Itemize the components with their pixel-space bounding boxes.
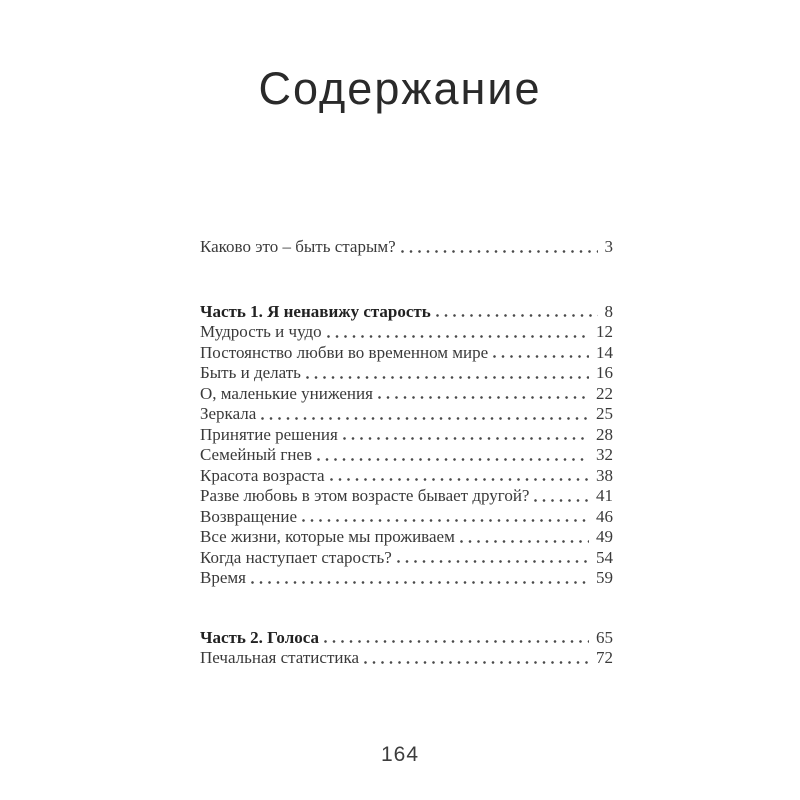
dot-leader: [251, 581, 589, 586]
dot-leader: [330, 478, 589, 483]
dot-leader: [378, 396, 589, 401]
toc-entry-page: 22: [596, 383, 613, 403]
toc-entry-page: 25: [596, 404, 613, 423]
toc-entry-label: Разве любовь в этом возрасте бывает другой?: [200, 486, 530, 505]
toc-entry-page: 32: [596, 445, 613, 464]
toc-entry-page: 38: [596, 465, 613, 485]
toc-entry-label: Семейный гнев: [200, 445, 313, 464]
dot-leader: [534, 499, 589, 504]
toc-entry-label: Зеркала: [200, 404, 257, 423]
dot-leader: [493, 355, 589, 360]
toc-entry: [200, 343, 613, 364]
toc-entry-page: 12: [596, 322, 613, 341]
toc-entry-page: 3: [604, 237, 613, 256]
toc-entry-label: Мудрость и чудо: [200, 322, 322, 341]
toc-entry-label: Постоянство любви во временном мире: [200, 342, 489, 362]
toc-entry: [200, 466, 613, 487]
dot-leader: [343, 437, 589, 442]
toc-entry-label: Печальная статистика: [200, 648, 360, 667]
toc-entry-page: 54: [596, 547, 613, 567]
toc-entry-label: Красота возраста: [200, 465, 325, 485]
toc-entry-page: 16: [596, 363, 613, 382]
toc-entry: [200, 322, 613, 343]
table-of-contents: [200, 237, 613, 669]
toc-entry-label: Часть 1. Я ненавижу старость: [200, 301, 431, 321]
toc-entry-page: 41: [596, 486, 613, 505]
toc-entry: [200, 527, 613, 548]
toc-entry: [200, 507, 613, 528]
toc-section-heading: [200, 628, 613, 649]
toc-entry-page: 49: [596, 527, 613, 546]
dot-leader: [397, 560, 589, 565]
page-number: 164: [380, 743, 420, 766]
toc-entry: [200, 363, 613, 384]
dot-leader: [317, 458, 589, 463]
dot-leader: [364, 661, 589, 666]
toc-entry-label: Когда наступает старость?: [200, 547, 392, 567]
dot-leader: [302, 519, 589, 524]
dot-leader: [324, 640, 589, 645]
toc-entry: [200, 648, 613, 669]
toc-section-heading: [200, 302, 613, 323]
toc-entry-label: О, маленькие унижения: [200, 383, 373, 403]
toc-entry-page: 65: [596, 627, 613, 647]
toc-entry-label: Время: [200, 568, 246, 587]
toc-entry-label: Возвращение: [200, 506, 298, 526]
toc-entry-label: Часть 2. Голоса: [200, 627, 319, 647]
toc-entry: [200, 404, 613, 425]
dot-leader: [306, 376, 589, 381]
dot-leader: [401, 250, 598, 255]
dot-leader: [261, 417, 589, 422]
dot-leader: [436, 314, 598, 319]
toc-entry: [200, 486, 613, 507]
toc-entry-label: Быть и делать: [200, 363, 301, 382]
toc-entry-page: 46: [596, 506, 613, 526]
toc-entry: [200, 425, 613, 446]
toc-entry: [200, 237, 613, 258]
toc-entry: [200, 445, 613, 466]
page-title: Содержание: [258, 63, 542, 114]
toc-entry-page: 28: [596, 424, 613, 444]
toc-entry-page: 14: [596, 342, 613, 362]
dot-leader: [460, 540, 589, 545]
toc-entry: [200, 568, 613, 589]
toc-entry: [200, 384, 613, 405]
toc-entry-page: 8: [604, 301, 613, 321]
dot-leader: [327, 335, 589, 340]
toc-entry-label: Каково это – быть старым?: [200, 237, 396, 256]
toc-entry-label: Все жизни, которые мы проживаем: [200, 527, 455, 546]
toc-entry-page: 72: [596, 648, 613, 667]
toc-entry: [200, 548, 613, 569]
toc-entry-label: Принятие решения: [200, 424, 338, 444]
toc-entry-page: 59: [596, 568, 613, 587]
